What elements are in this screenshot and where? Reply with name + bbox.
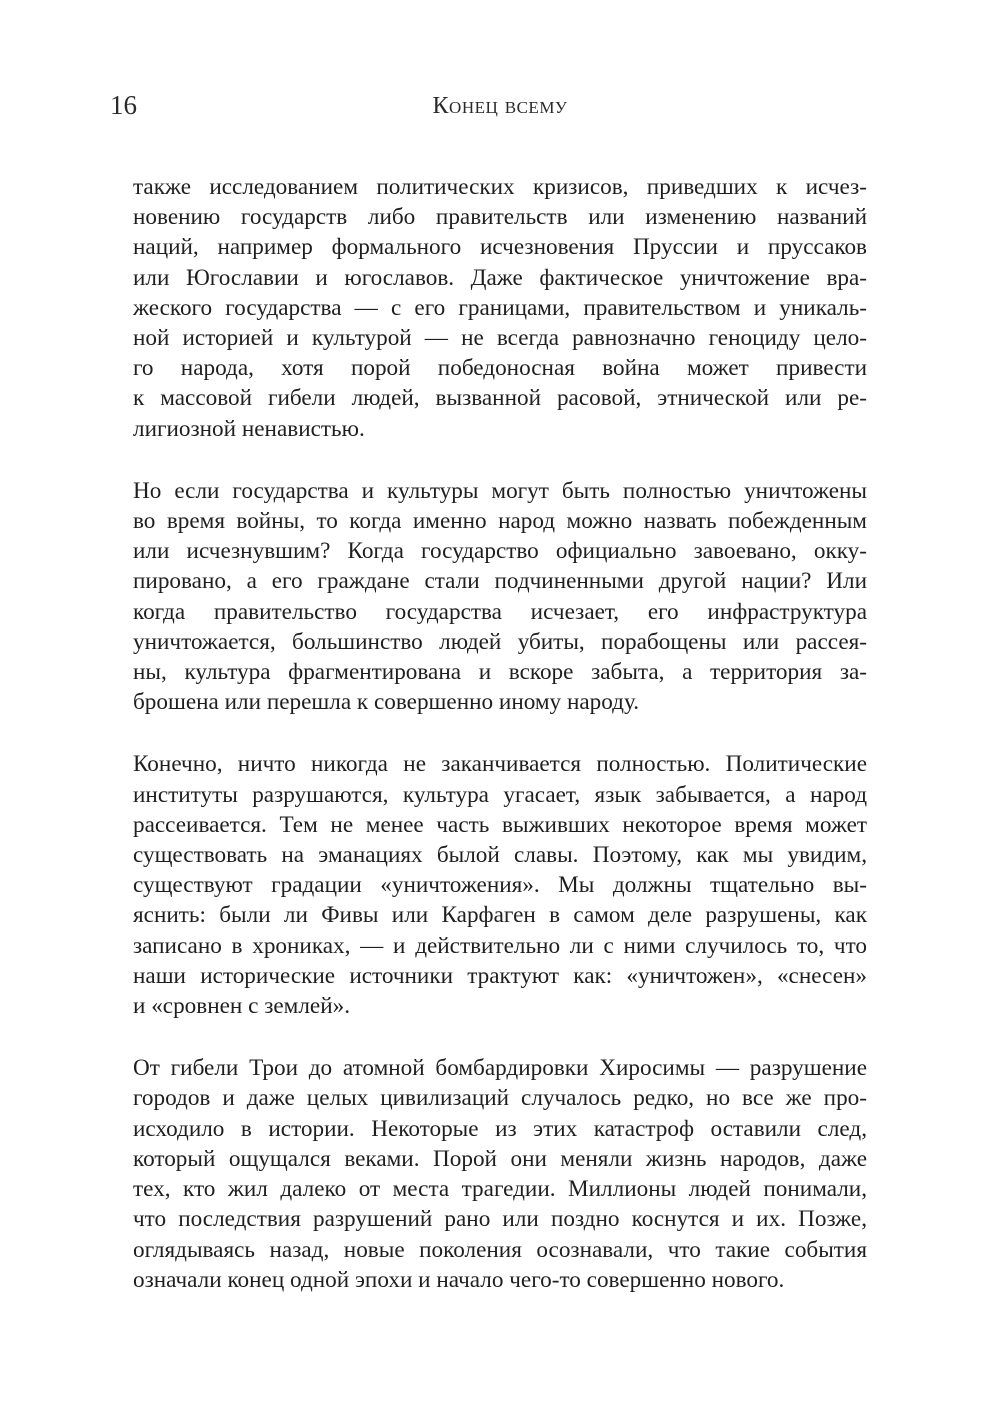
text-line: институты разрушаются, культура угасает, язык забывается, а народ (133, 781, 867, 808)
text-line: или исчезнувшим? Когда государство официально завоевано, окку- (133, 538, 867, 565)
text-line: брошена или перешла к совершенно иному народу. (133, 689, 640, 716)
text-line: тех, кто жил далеко от места трагедии. Миллионы людей понимали, (133, 1176, 867, 1203)
text-line: что последствия разрушений рано или поздно коснутся и их. Позже, (133, 1206, 867, 1233)
paragraph-3 (133, 749, 867, 1021)
text-line: ны, культура фрагментирована и вскоре забыта, а территория за- (133, 659, 867, 686)
paragraph-2 (133, 476, 867, 718)
text-line: Но если государства и культуры могут быть полностью уничтожены (133, 477, 867, 504)
text-line: записано в хрониках, — и действительно ли с ними случилось то, что (133, 932, 867, 959)
page-number: 16 (110, 90, 137, 120)
text-line: и «сровнен с землей». (133, 993, 351, 1020)
text-line: когда правительство государства исчезает, его инфраструктура (133, 598, 867, 625)
text-line: От гибели Трои до атомной бомбардировки Хиросимы — разрушение (133, 1055, 867, 1082)
text-line: Конечно, ничто никогда не заканчивается полностью. Политические (133, 751, 867, 778)
text-line: существовать на эманациях былой славы. Поэтому, как мы увидим, (133, 842, 867, 869)
text-line: рассеивается. Тем не менее часть выживших некоторое время может (133, 811, 867, 838)
text-line: новению государств либо правительств или изменению названий (133, 204, 867, 231)
text-line: наши исторические источники трактуют как: «уничтожен», «снесен» (133, 962, 867, 989)
text-line: означали конец одной эпохи и начало чего-то совершенно нового. (133, 1266, 785, 1293)
text-line: уничтожается, большинство людей убиты, порабощены или рассея- (133, 628, 867, 655)
text-line: наций, например формального исчезновения Пруссии и пруссаков (133, 234, 867, 261)
text-line: яснить: были ли Фивы или Карфаген в самом деле разрушены, как (133, 902, 867, 929)
text-line: пировано, а его граждане стали подчиненными другой нации? Или (133, 568, 867, 595)
body-text (133, 172, 867, 1327)
paragraph-4 (133, 1053, 867, 1295)
text-line: го народа, хотя порой победоносная война может привести (133, 355, 867, 382)
text-line: городов и даже целых цивилизаций случалось редко, но все же про- (133, 1085, 867, 1112)
text-line: оглядываясь назад, новые поколения осознавали, что такие события (133, 1236, 867, 1263)
text-line: который ощущался веками. Порой они меняли жизнь народов, даже (133, 1145, 867, 1172)
text-line: к массовой гибели людей, вызванной расовой, этнической или ре- (133, 385, 867, 412)
paragraph-1 (133, 172, 867, 444)
text-line: лигиозной ненавистью. (133, 415, 365, 442)
text-line: или Югославии и югославов. Даже фактическое уничтожение вра- (133, 264, 867, 291)
text-line: во время войны, то когда именно народ можно назвать побежденным (133, 508, 867, 535)
running-title: Конец всему (432, 93, 568, 119)
text-line: существуют градации «уничтожения». Мы должны тщательно вы- (133, 872, 867, 899)
text-line: жеского государства — с его границами, правительством и уникаль- (133, 294, 867, 321)
text-line: исходило в истории. Некоторые из этих катастроф оставили след, (133, 1115, 867, 1142)
text-line: также исследованием политических кризисов, приведших к исчез- (133, 174, 867, 200)
text-line: ной историей и культурой — не всегда равнозначно геноциду цело- (133, 325, 867, 352)
